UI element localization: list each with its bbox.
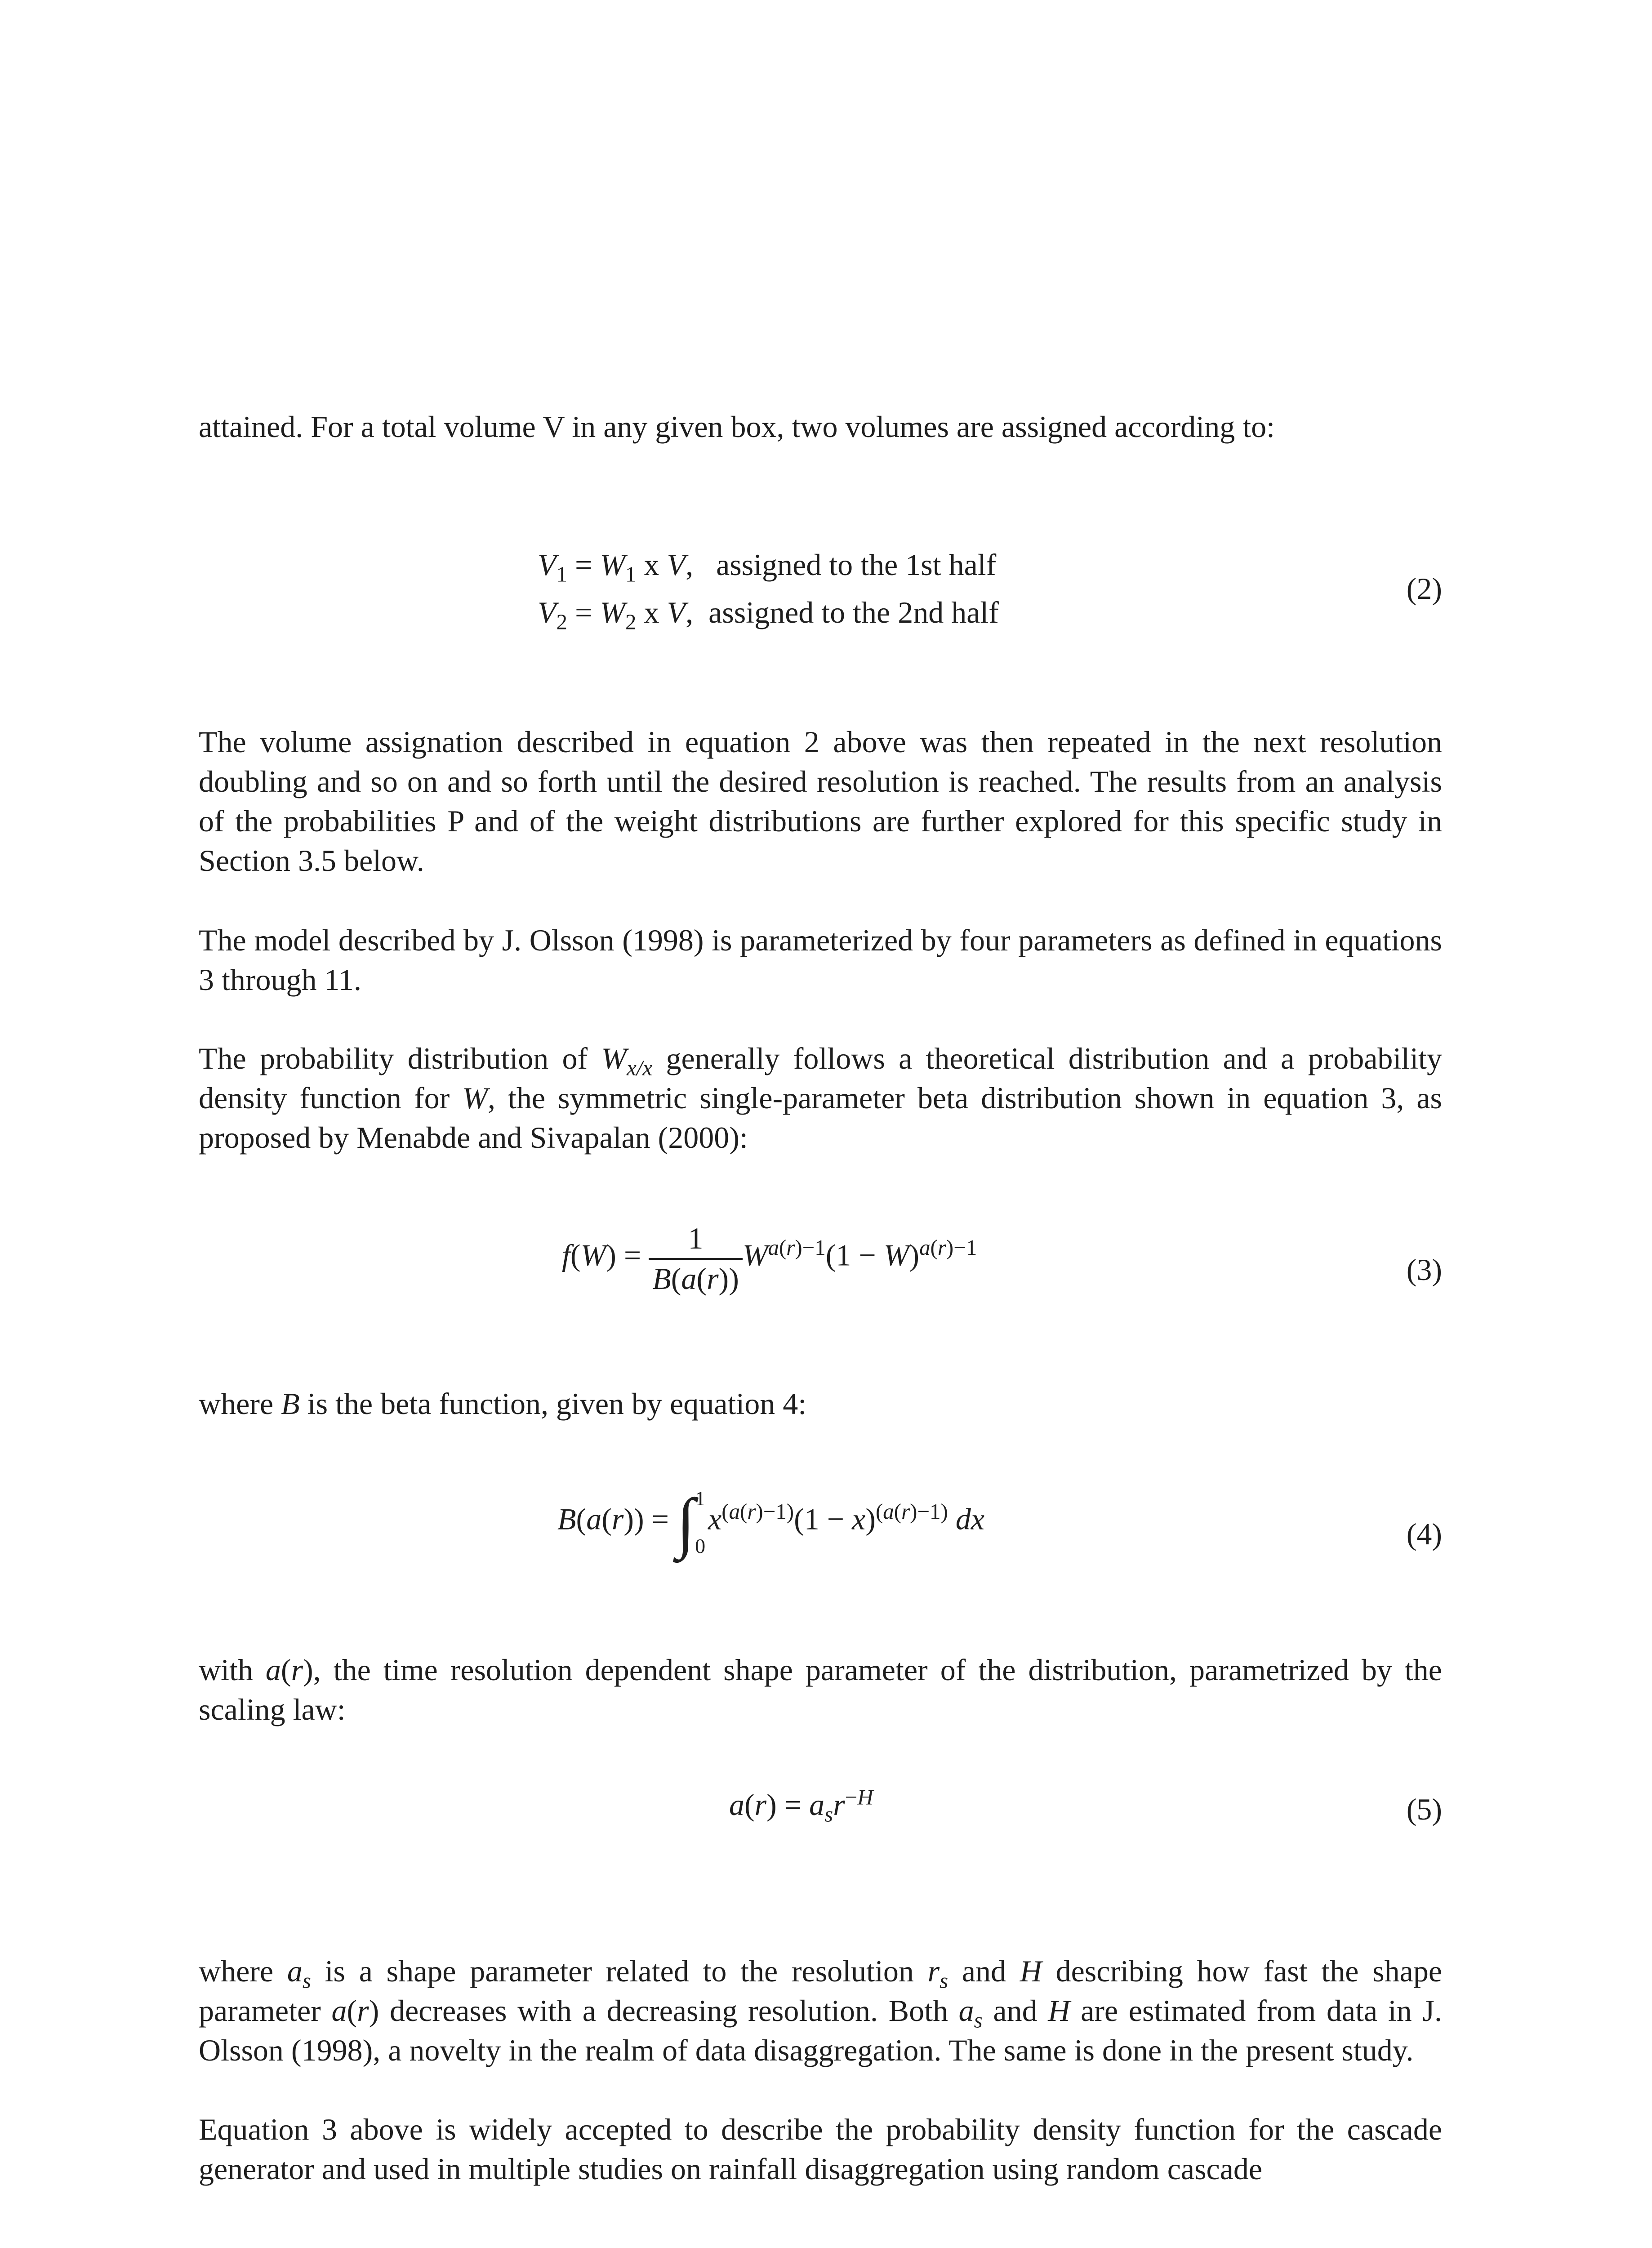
equation-3: f(W) = $\frac{1}{B(a(r))}$ $W^{a(r)-1}(1 - W)^{a(r)-1}$ [562, 1221, 977, 1296]
integral-limits: 1 0 [695, 1487, 706, 1557]
paragraph-intro: attained. For a total volume V in any given box, two volumes are assigned according to: [199, 410, 1275, 444]
integral-symbol: ∫ [676, 1485, 695, 1560]
equation-5: $a(r) = a_sr^{-H}$ [729, 1784, 873, 1827]
equation-2-line-2-text: assigned to the 2nd half [708, 595, 999, 629]
equation-4-number: (4) [1406, 1517, 1442, 1551]
paragraph-beta-function: where B is the beta function, given by equation 4: [199, 1387, 807, 1421]
equation-3-number: (3) [1406, 1253, 1442, 1287]
equation-5-number: (5) [1406, 1792, 1442, 1826]
paragraph-shape-parameter: with a(r), the time resolution dependent shape parameter of the distribution, parametrized by the scaling law: [199, 1653, 1442, 1726]
paragraph-cascade-generator: Equation 3 above is widely accepted to describe the probability density function for the cascade generator and used in multiple studies on rainfall disaggregation using random cascade [199, 2112, 1442, 2186]
equation-2-number: (2) [1406, 571, 1442, 606]
equation-4: B(a(r)) = ∫ 1 0 $x^{(a(r)-1)}(1 - x)^{(a(r)-1)}$ dx [557, 1485, 985, 1560]
paragraph-probability-distribution: The probability distribution of $W_{x/x}$ generally follows a theoretical distribution and a probability density function for W, the symmetric single-parameter beta distribution shown in equation 3, as proposed by Menabde and Sivapalan (2000): [199, 1041, 1442, 1155]
equation-2-line-2: $V_2 = W_2$ x V, assigned to the 2nd half [538, 595, 999, 634]
equation-3-fraction: $\frac{1}{B(a(r))}$ [649, 1223, 743, 1294]
paragraph-model-parameters: The model described by J. Olsson (1998) is parameterized by four parameters as defined in equations 3 through 11. [199, 923, 1442, 997]
equation-2-line-1: $V_1 = W_1$ x V, assigned to the 1st half [538, 548, 997, 587]
paragraph-volume-assignation: The volume assignation described in equation 2 above was then repeated in the next resolution doubling and so on and so forth until the desired resolution is reached. The results from an analysis of the probabilities P and of the weight distributions are further explored for this specific study in Section 3.5 below. [199, 725, 1442, 878]
paragraph-shape-estimation: where $a_s$ is a shape parameter related to the resolution $r_s$ and H describing how fast the shape parameter a(r) decreases with a decreasing resolution. Both $a_s$ and H are estimated from data in J. Olsson (1998), a novelty in the realm of data disaggregation. The same is done in the present study. [199, 1954, 1442, 2067]
equation-2-line-1-text: assigned to the 1st half [716, 548, 997, 582]
